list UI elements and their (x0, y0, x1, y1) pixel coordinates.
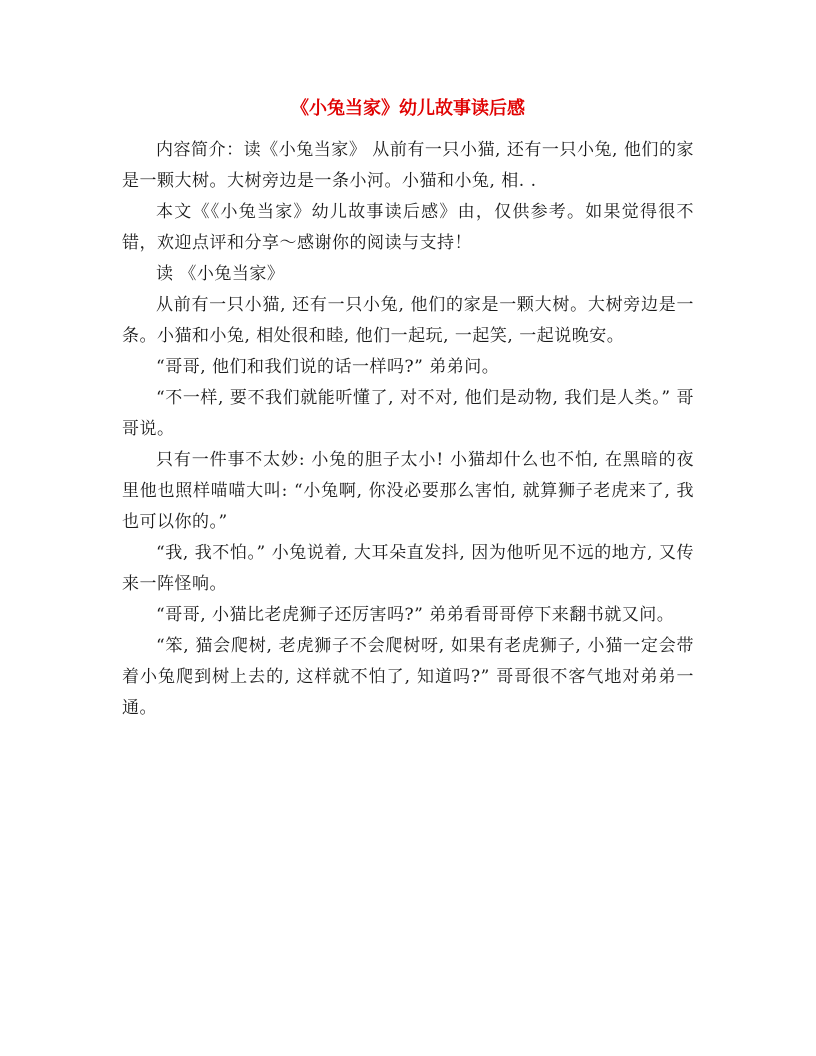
document-title: 《小兔当家》幼儿故事读后感 (291, 98, 525, 119)
paragraph-section-heading: 读 《小兔当家》 (156, 264, 285, 284)
paragraph-story: “笨, 猫会爬树, 老虎狮子不会爬树呀, 如果有老虎狮子, 小猫一定会带着小兔爬到树上去的, 这样就不怕了, 知道吗?” 哥哥很不客气地对弟弟一通。 (122, 636, 694, 718)
paragraph-story: “哥哥, 他们和我们说的话一样吗?” 弟弟问。 (156, 357, 500, 377)
paragraph-summary: 内容简介：读《小兔当家》 从前有一只小猫, 还有一只小兔, 他们的家是一颗大树。大树旁边是一条小河。小猫和小兔, 相. . (122, 140, 694, 191)
paragraph-story: “我, 我不怕。” 小兔说着, 大耳朵直发抖, 因为他听见不远的地方, 又传来一阵怪响。 (122, 543, 694, 594)
paragraph-story: “哥哥, 小猫比老虎狮子还厉害吗?” 弟弟看哥哥停下来翻书就又问。 (156, 605, 675, 625)
paragraph-story: “不一样, 要不我们就能听懂了, 对不对, 他们是动物, 我们是人类。” 哥哥说。 (122, 388, 694, 439)
paragraph-disclaimer: 本文《《小兔当家》幼儿故事读后感》由，仅供参考。如果觉得很不错，欢迎点评和分享～感谢你的阅读与支持！ (122, 202, 694, 253)
paragraph-story: 从前有一只小猫, 还有一只小兔, 他们的家是一颗大树。大树旁边是一条。小猫和小兔, 相处很和睦, 他们一起玩, 一起笑, 一起说晚安。 (122, 295, 694, 346)
paragraph-story: 只有一件事不太妙: 小兔的胆子太小! 小猫却什么也不怕, 在黑暗的夜里他也照样喵喵大叫: “小兔啊, 你没必要那么害怕, 就算狮子老虎来了, 我也可以你的。” (122, 450, 694, 532)
document-body (122, 95, 694, 724)
